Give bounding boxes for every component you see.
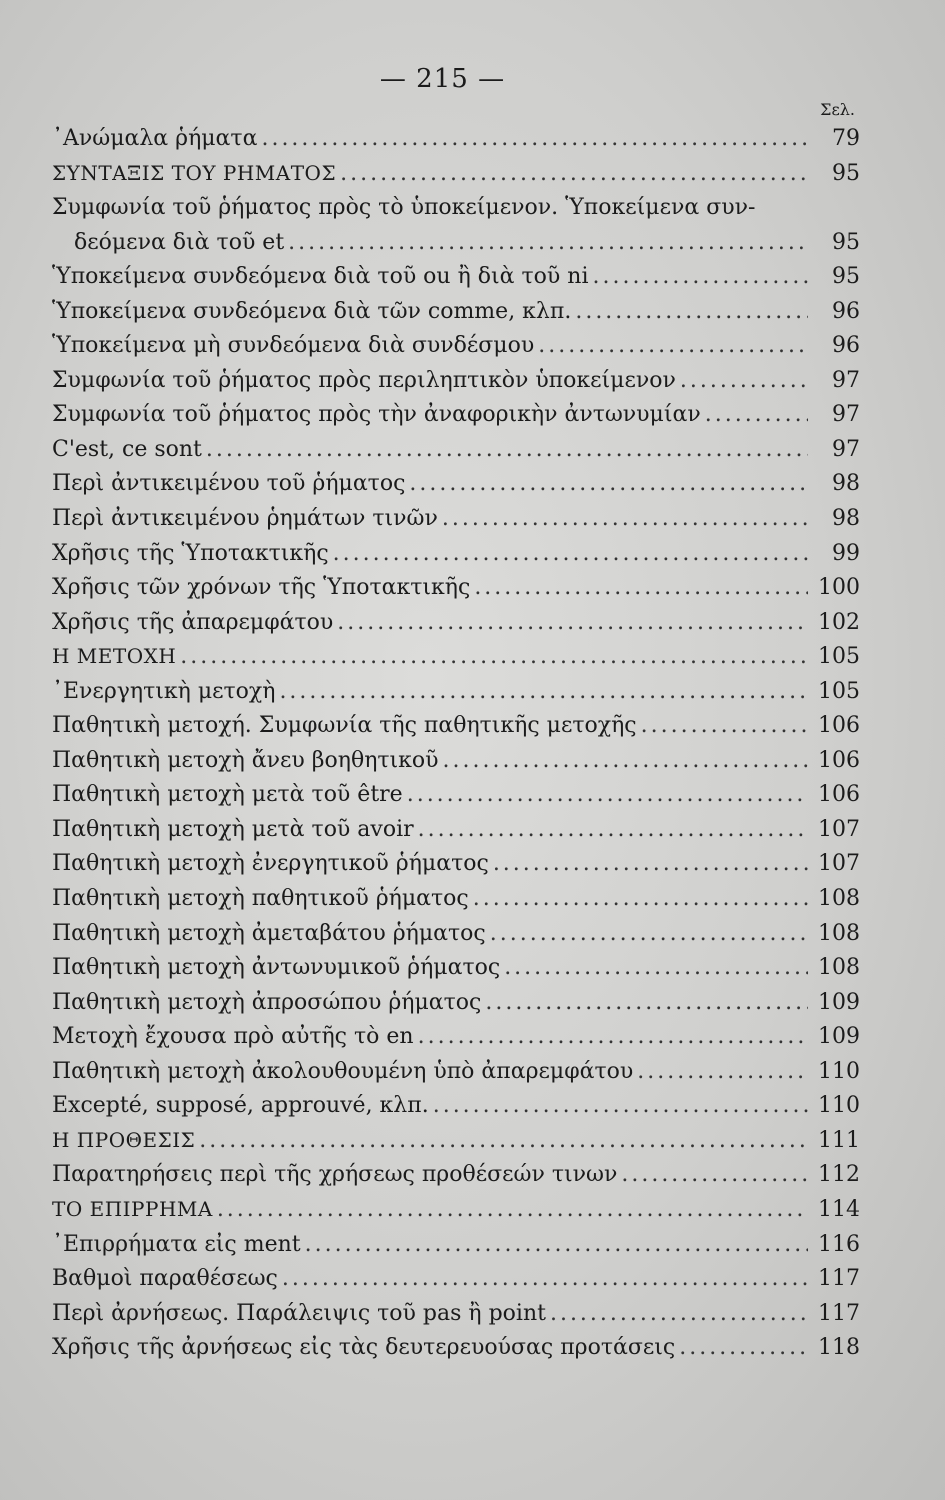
toc-entry-page: 106 [818, 782, 860, 808]
toc-entry-title: Η ΠΡΟΘΕΣΙΣ [52, 1127, 196, 1152]
dot-leader [305, 1232, 808, 1257]
toc-entry [52, 713, 860, 748]
toc-entry [52, 299, 860, 334]
toc-entry-page: 109 [818, 989, 860, 1015]
dot-leader [443, 748, 808, 773]
dot-leader [217, 1197, 808, 1222]
toc-entry-page: 99 [832, 540, 860, 566]
toc-entry-title: Παθητικὴ μετοχὴ ἀπροσώπου ῥήματος [52, 989, 482, 1015]
toc-entry-title: Χρῆσις τῆς ἀρνήσεως εἰς τὰς δευτερευούσας προτάσεις [52, 1335, 676, 1361]
toc-entry [52, 333, 860, 368]
toc-entry [52, 782, 860, 817]
toc-entry-title: ᾿Ανώμαλα ῥήματα [52, 126, 258, 151]
toc-entry-title: Παθητικὴ μετοχὴ ἄνευ βοηθητικοῦ [52, 747, 439, 773]
toc-entry-page: 79 [832, 126, 860, 151]
toc-entry [52, 126, 860, 161]
toc-entry [52, 402, 860, 437]
toc-entry [52, 1024, 860, 1059]
toc-entry-page: 109 [818, 1024, 860, 1050]
toc-entry-page: 98 [832, 506, 860, 532]
toc-entry-title: Συμφωνία τοῦ ῥήματος πρὸς τὴν ἀναφορικὴν ἀντωνυμίαν [52, 402, 701, 428]
toc-entry-page: 97 [832, 402, 860, 428]
toc-entry-title: Βαθμοὶ παραθέσεως [52, 1266, 278, 1292]
toc-entry-page: 95 [832, 160, 860, 186]
dot-leader [418, 1024, 808, 1049]
page-number: — 215 — [379, 64, 506, 94]
toc-entry [52, 264, 860, 299]
toc-entry-page: 116 [818, 1231, 860, 1257]
dot-leader [340, 161, 808, 186]
toc-entry-title: Χρῆσις τῆς ἀπαρεμφάτου [52, 609, 334, 635]
toc-entry-page: 105 [818, 644, 860, 670]
toc-entry-title: Παθητικὴ μετοχὴ παθητικοῦ ῥήματος [52, 886, 469, 912]
toc-entry-title: Μετοχὴ ἔχουσα πρὸ αὐτῆς τὸ en [52, 1024, 414, 1050]
toc-entry-page: 98 [832, 471, 860, 497]
dot-leader [641, 713, 808, 738]
dot-leader [206, 437, 808, 462]
toc-entry [52, 990, 860, 1025]
dot-leader [288, 230, 808, 255]
toc-entry [52, 679, 860, 714]
toc-entry [52, 161, 860, 196]
dot-leader [474, 575, 808, 600]
toc-entry-page: 108 [818, 886, 860, 912]
toc-entry-title: Περὶ ἀντικειμένου τοῦ ῥήματος [52, 471, 406, 497]
toc-entry [52, 1266, 860, 1301]
toc-entry [52, 1128, 860, 1163]
table-of-contents [52, 126, 860, 1370]
toc-entry-page: 107 [818, 816, 860, 842]
dot-leader [337, 610, 808, 635]
toc-entry-page: 102 [818, 609, 860, 635]
dot-leader [409, 471, 808, 496]
toc-entry [52, 921, 860, 956]
toc-entry [52, 1059, 860, 1094]
toc-entry-page: 96 [832, 298, 860, 324]
dot-leader [504, 955, 808, 980]
dot-leader [680, 368, 808, 393]
toc-entry-page: 97 [832, 367, 860, 393]
toc-entry [52, 1162, 860, 1197]
toc-entry-title: Περὶ ἀρνήσεως. Παράλειψις τοῦ pas ἢ point [52, 1300, 546, 1326]
dot-leader [180, 644, 808, 669]
toc-entry-title: Ὑποκείμενα μὴ συνδεόμενα διὰ συνδέσμου [52, 333, 535, 359]
toc-entry-title: ΤΟ ΕΠΙΡΡΗΜΑ [52, 1196, 213, 1221]
dot-leader [261, 126, 808, 151]
toc-entry [52, 1093, 860, 1128]
toc-entry [52, 851, 860, 886]
toc-entry-page: 108 [818, 955, 860, 981]
toc-entry-page: 96 [832, 333, 860, 359]
toc-entry [52, 1335, 860, 1370]
toc-entry [52, 195, 860, 264]
toc-entry-title: ΣΥΝΤΑΞΙΣ ΤΟΥ ΡΗΜΑΤΟΣ [52, 160, 337, 185]
toc-entry-page: 97 [832, 436, 860, 462]
toc-entry-page: 117 [818, 1300, 860, 1326]
toc-entry-page: 107 [818, 851, 860, 877]
toc-entry-page: 112 [818, 1162, 860, 1188]
toc-entry [52, 817, 860, 852]
toc-entry-title: C'est, ce sont [52, 436, 202, 462]
toc-entry [52, 1197, 860, 1232]
toc-entry-page: 95 [832, 264, 860, 290]
dot-leader [199, 1128, 808, 1153]
toc-entry [52, 1232, 860, 1267]
toc-entry-page: 95 [832, 229, 860, 255]
toc-entry [52, 437, 860, 472]
toc-entry-title: Παθητικὴ μετοχή. Συμφωνία τῆς παθητικῆς μετοχῆς [52, 713, 637, 739]
toc-entry-page: 118 [818, 1335, 860, 1361]
toc-entry-page: 114 [818, 1196, 860, 1222]
toc-entry-title: Παρατηρήσεις περὶ τῆς χρήσεως προθέσεών τινων [52, 1162, 618, 1188]
toc-entry [52, 610, 860, 645]
toc-entry-page: 110 [818, 1058, 860, 1084]
toc-entry-title: Παθητικὴ μετοχὴ ἀντωνυμικοῦ ῥήματος [52, 955, 501, 981]
dot-leader [407, 782, 808, 807]
toc-entry-page: 100 [818, 575, 860, 601]
dot-leader [433, 1093, 808, 1118]
toc-entry-title: Περὶ ἀντικειμένου ῥημάτων τινῶν [52, 506, 438, 532]
toc-entry-page: 106 [818, 747, 860, 773]
toc-entry-title: Παθητικὴ μετοχὴ μετὰ τοῦ être [52, 782, 403, 808]
toc-entry-title: Ὑποκείμενα συνδεόμενα διὰ τῶν comme, κλπ. [52, 298, 572, 324]
toc-entry-page: 108 [818, 920, 860, 946]
toc-entry-page: 106 [818, 713, 860, 739]
toc-entry-title: Χρῆσις τῶν χρόνων τῆς Ὑποτακτικῆς [52, 575, 471, 601]
dot-leader [575, 299, 808, 324]
dot-leader [279, 679, 808, 704]
toc-entry [52, 506, 860, 541]
toc-entry-title: ᾿Επιρρήματα εἰς ment [52, 1231, 301, 1257]
dot-leader [485, 990, 808, 1015]
dot-leader [550, 1301, 808, 1326]
toc-entry [52, 644, 860, 679]
toc-entry-title: Παθητικὴ μετοχὴ μετὰ τοῦ avoir [52, 816, 414, 842]
dot-leader [592, 264, 808, 289]
toc-entry [52, 886, 860, 921]
toc-entry-title: Χρῆσις τῆς Ὑποτακτικῆς [52, 540, 329, 566]
toc-entry [52, 541, 860, 576]
dot-leader [637, 1059, 808, 1084]
toc-entry-title: Παθητικὴ μετοχὴ ἀκολουθουμένη ὑπὸ ἀπαρεμφάτου [52, 1058, 634, 1084]
toc-entry-title: Excepté, supposé, approuvé, κλπ. [52, 1093, 429, 1119]
toc-entry-page: 111 [818, 1127, 860, 1153]
toc-entry-title: ᾿Ενεργητικὴ μετοχὴ [52, 678, 276, 704]
toc-entry-title: Η ΜΕΤΟΧΗ [52, 644, 177, 669]
dot-leader [538, 333, 808, 358]
toc-entry [52, 748, 860, 783]
dot-leader [705, 402, 808, 427]
toc-entry [52, 1301, 860, 1336]
toc-entry [52, 955, 860, 990]
toc-entry-title: Ὑποκείμενα συνδεόμενα διὰ τοῦ ou ἢ διὰ τοῦ ni [52, 264, 589, 290]
toc-entry [52, 368, 860, 403]
toc-entry-page: 117 [818, 1266, 860, 1292]
toc-entry-title: Παθητικὴ μετοχὴ ἀμεταβάτου ῥήματος [52, 920, 486, 946]
dot-leader [442, 506, 808, 531]
dot-leader [333, 541, 808, 566]
dot-leader [679, 1335, 808, 1360]
dot-leader [493, 851, 808, 876]
toc-entry-page: 105 [818, 678, 860, 704]
toc-entry-title: Παθητικὴ μετοχὴ ἐνεργητικοῦ ῥήματος [52, 851, 489, 877]
dot-leader [490, 921, 808, 946]
toc-entry-title: Συμφωνία τοῦ ῥήματος πρὸς περιληπτικὸν ὑποκείμενον [52, 367, 676, 393]
toc-entry-title: Συμφωνία τοῦ ῥήματος πρὸς τὸ ὑποκείμενον. Ὑποκείμενα συν- [52, 195, 756, 221]
toc-entry-title-continued: δεόμενα διὰ τοῦ et [74, 229, 285, 255]
page-column-label: Σελ. [820, 100, 855, 119]
toc-entry-page: 110 [818, 1093, 860, 1119]
dot-leader [621, 1162, 808, 1187]
toc-entry [52, 471, 860, 506]
dot-leader [473, 886, 808, 911]
dot-leader [282, 1266, 808, 1291]
toc-entry [52, 575, 860, 610]
dot-leader [418, 817, 808, 842]
